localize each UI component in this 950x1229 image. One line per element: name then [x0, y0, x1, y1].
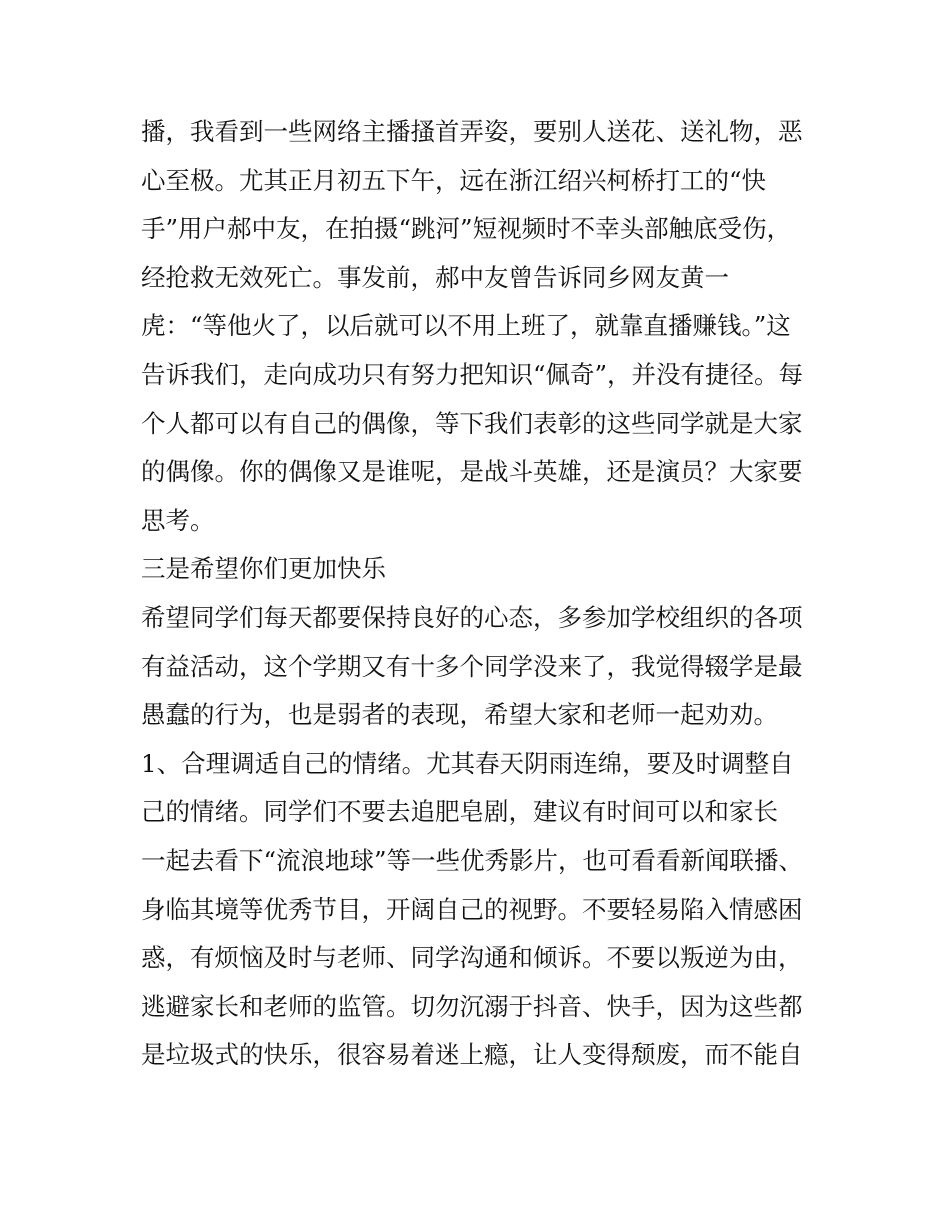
text-line: 心至极。尤其正月初五下午，远在浙江绍兴柯桥打工的“快	[141, 165, 767, 195]
text-line: 逃避家长和老师的监管。切勿沉溺于抖音、快手，因为这些都	[141, 991, 803, 1021]
text-line: 思考。	[141, 505, 215, 535]
text-line: 告诉我们，走向成功只有努力把知识“佩奇”，并没有捷径。每	[141, 359, 804, 389]
text-line: 是垃圾式的快乐，很容易着迷上瘾，让人变得颓废，而不能自	[141, 1040, 803, 1070]
text-line: 有益活动，这个学期又有十多个同学没来了，我觉得辍学是最	[141, 651, 803, 681]
text-line: 播，我看到一些网络主播搔首弄姿，要别人送花、送礼物，恶	[141, 117, 803, 146]
text-line: 个人都可以有自己的偶像，等下我们表彰的这些同学就是大家	[141, 408, 803, 438]
numbered-item-line: 1、合理调适自己的情绪。尤其春天阴雨连绵，要及时调整自	[141, 748, 794, 778]
text-line: 虎：“等他火了，以后就可以不用上班了，就靠直播赚钱。”这	[141, 311, 791, 341]
text-line: 的偶像。你的偶像又是谁呢，是战斗英雄，还是演员？大家要	[141, 457, 803, 487]
document-body	[141, 108, 821, 1080]
text-line: 手”用户郝中友，在拍摄“跳河”短视频时不幸头部触底受伤，	[141, 214, 792, 244]
text-line: 身临其境等优秀节目，开阔自己的视野。不要轻易陷入情感困	[141, 894, 803, 924]
text-line: 愚蠢的行为，也是弱者的表现，希望大家和老师一起劝劝。	[141, 700, 778, 730]
text-line: 惑，有烦恼及时与老师、同学沟通和倾诉。不要以叛逆为由，	[141, 943, 803, 973]
section-heading: 三是希望你们更加快乐	[141, 554, 386, 584]
text-line: 一起去看下“流浪地球”等一些优秀影片，也可看看新闻联播、	[141, 845, 804, 875]
text-line: 希望同学们每天都要保持良好的心态，多参加学校组织的各项	[141, 602, 803, 632]
text-line: 己的情绪。同学们不要去追肥皂剧，建议有时间可以和家长	[141, 797, 778, 827]
text-line: 经抢救无效死亡。事发前，郝中友曾告诉同乡网友黄一	[141, 262, 729, 292]
